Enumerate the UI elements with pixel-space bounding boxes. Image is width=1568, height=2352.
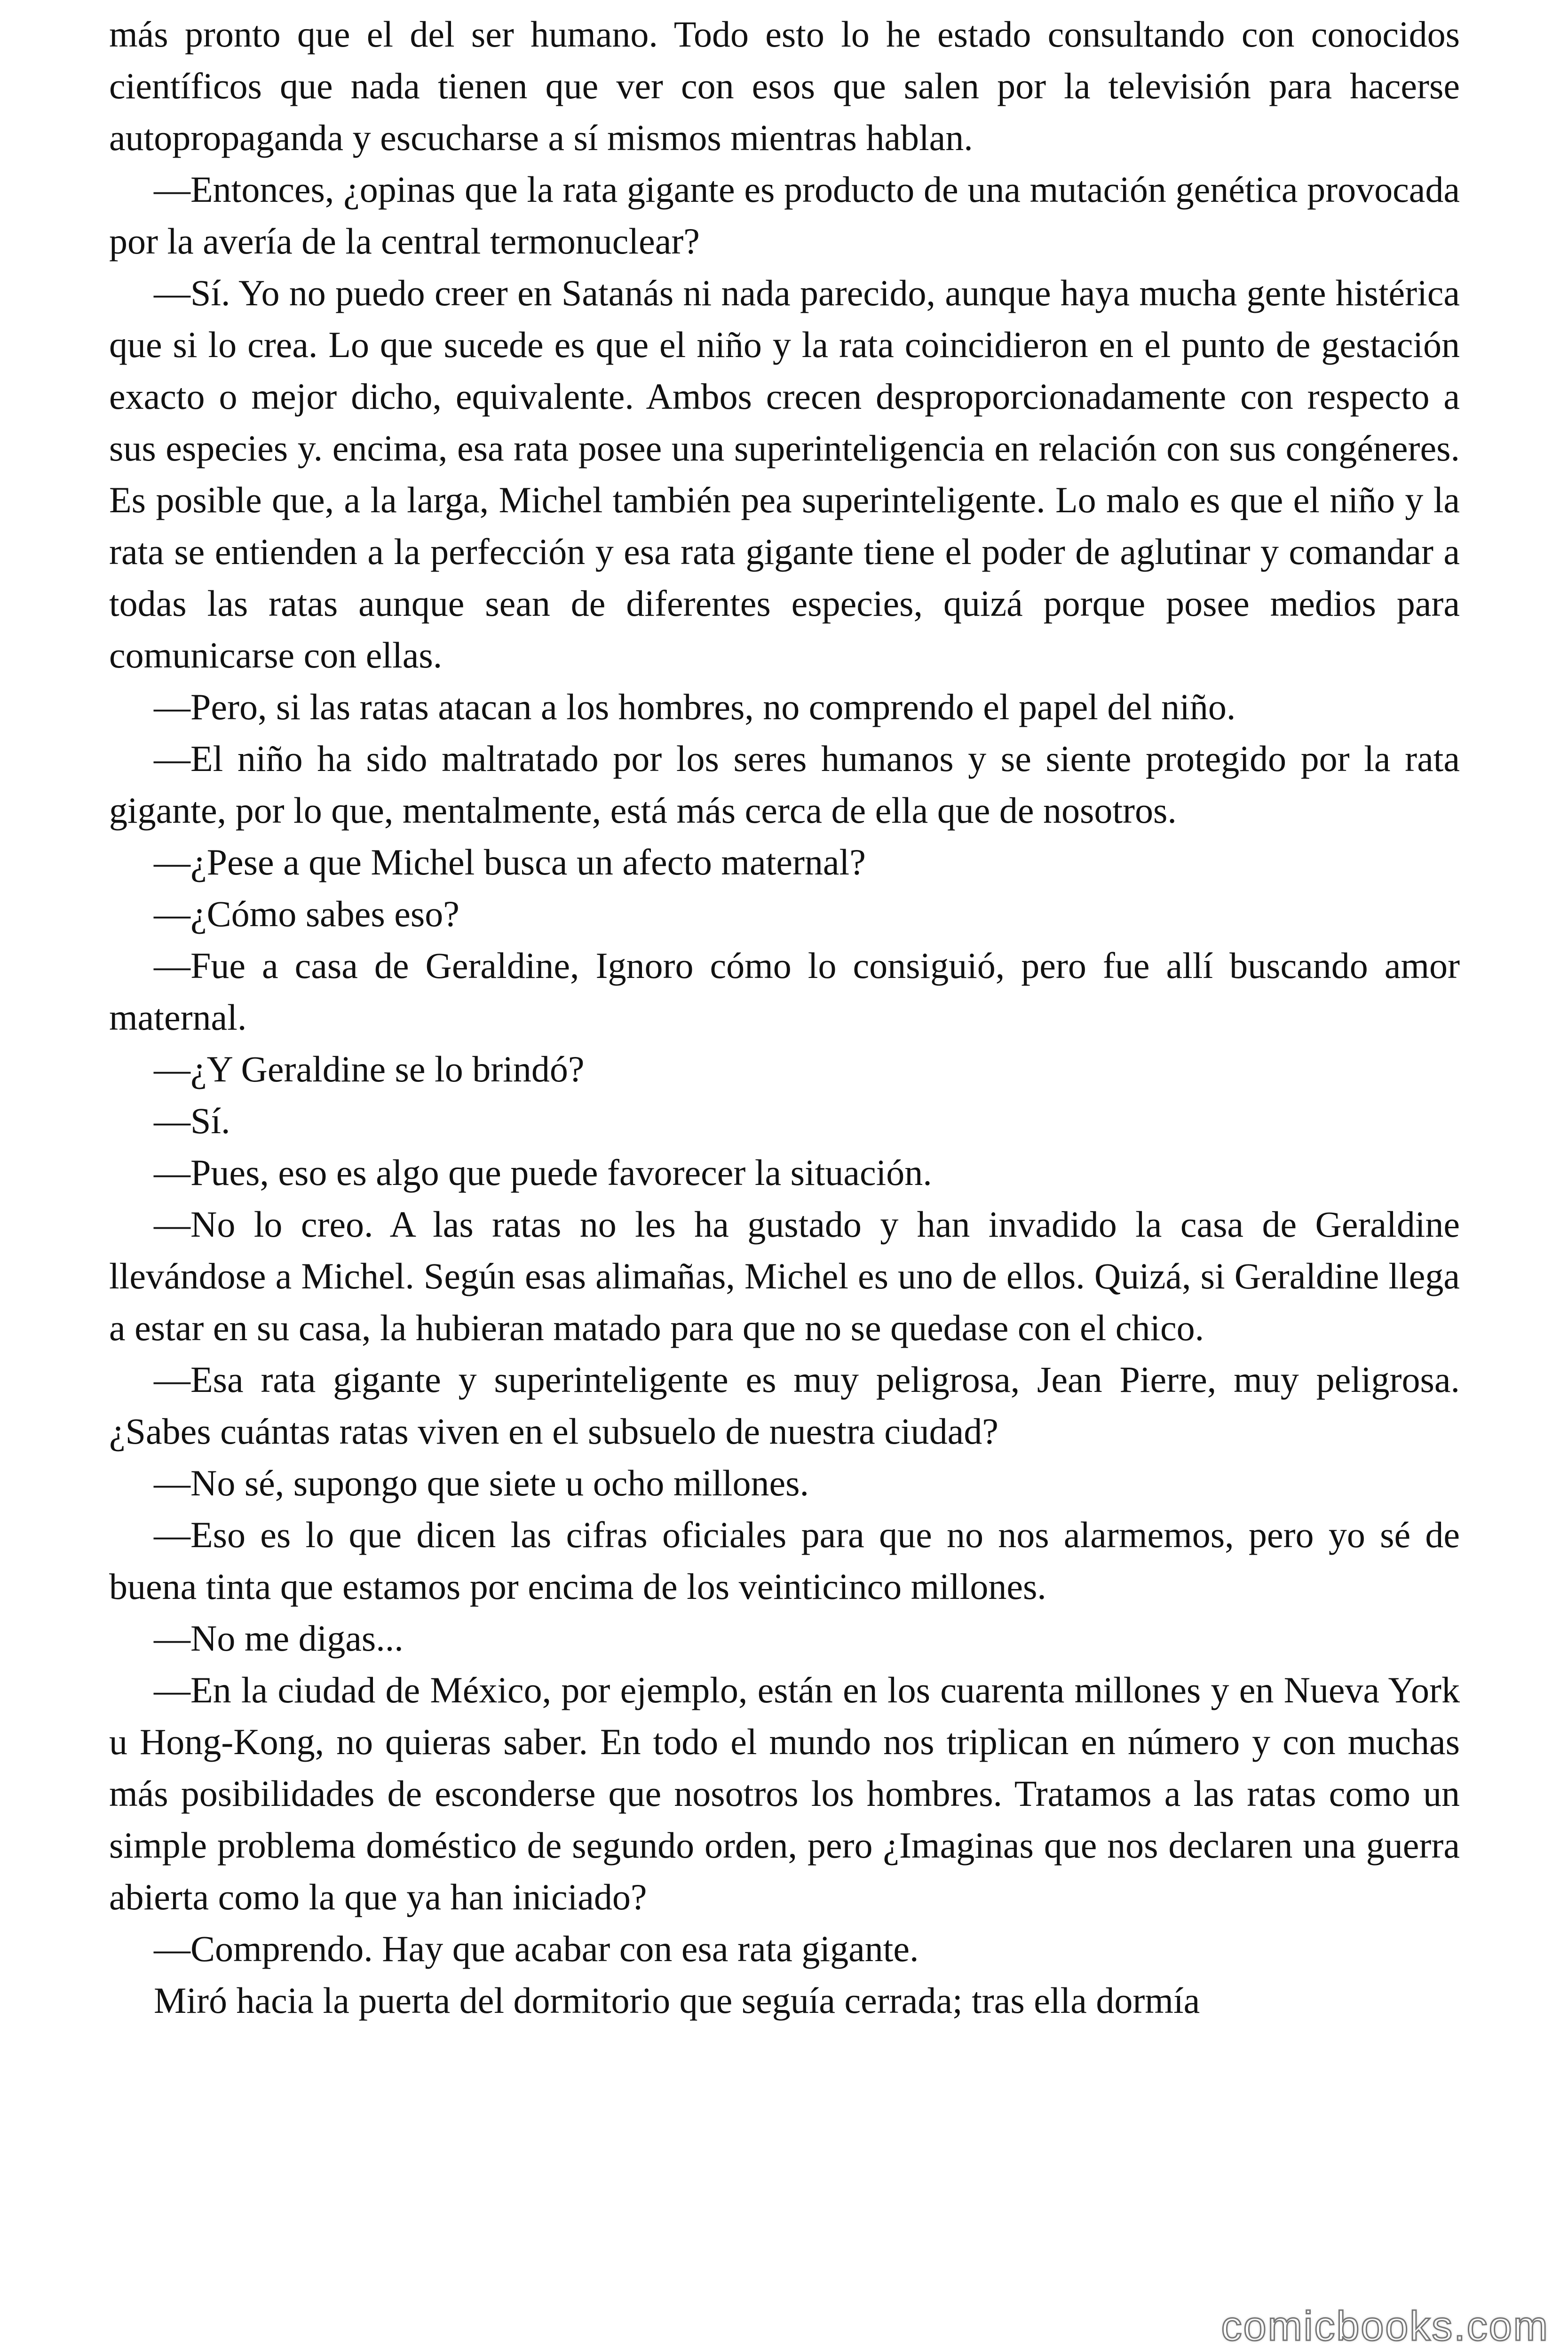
- paragraph: —Sí.: [154, 1100, 230, 1141]
- paragraph: —¿Cómo sabes eso?: [154, 893, 459, 934]
- paragraph: —Comprendo. Hay que acabar con esa rata gigante.: [154, 1928, 919, 1969]
- paragraph: —Entonces, ¿opinas que la rata gigante es producto de una mutación genética provocada por la avería de la central termonuclear?: [109, 169, 1460, 262]
- paragraph: Miró hacia la puerta del dormitorio que seguía cerrada; tras ella dormía: [154, 1980, 1200, 2021]
- watermark: comicbooks.com: [1221, 2303, 1549, 2349]
- paragraph: —Fue a casa de Geraldine, Ignoro cómo lo consiguió, pero fue allí buscando amor maternal.: [109, 945, 1460, 1038]
- body-text: [109, 8, 1460, 2026]
- paragraph: —No sé, supongo que siete u ocho millones.: [154, 1462, 809, 1503]
- paragraph: —Eso es lo que dicen las cifras oficiales para que no nos alarmemos, pero yo sé de buena tinta que estamos por encima de los veinticinco millones.: [109, 1514, 1460, 1607]
- paragraph: —No me digas...: [154, 1618, 404, 1659]
- paragraph: —No lo creo. A las ratas no les ha gustado y han invadido la casa de Geraldine llevándose a Michel. Según esas alimañas, Michel es uno de ellos. Quizá, si Geraldine llega a estar en su casa, la hubieran matado para que no se quedase con el chico.: [109, 1204, 1460, 1348]
- paragraph: —Pues, eso es algo que puede favorecer la situación.: [154, 1152, 932, 1193]
- paragraph: —Esa rata gigante y superinteligente es muy peligrosa, Jean Pierre, muy peligrosa. ¿Sabes cuántas ratas viven en el subsuelo de nuestra ciudad?: [109, 1359, 1460, 1452]
- paragraph: más pronto que el del ser humano. Todo esto lo he estado consultando con conocidos científicos que nada tienen que ver con esos que salen por la televisión para hacerse autopropaganda y escucharse a sí mismos mientras hablan.: [109, 14, 1460, 158]
- paragraph: —Pero, si las ratas atacan a los hombres, no comprendo el papel del niño.: [154, 686, 1236, 727]
- paragraph: —¿Y Geraldine se lo brindó?: [154, 1049, 585, 1089]
- paragraph: —¿Pese a que Michel busca un afecto maternal?: [154, 842, 866, 882]
- paragraph: —El niño ha sido maltratado por los seres humanos y se siente protegido por la rata gigante, por lo que, mentalmente, está más cerca de ella que de nosotros.: [109, 738, 1460, 831]
- paragraph: —En la ciudad de México, por ejemplo, están en los cuarenta millones y en Nueva York u Hong-Kong, no quieras saber. En todo el mundo nos triplican en número y con muchas más posibilidades de esconderse que nosotros los hombres. Tratamos a las ratas como un simple problema doméstico de segundo orden, pero ¿Imaginas que nos declaren una guerra abierta como la que ya han iniciado?: [109, 1669, 1460, 1917]
- paragraph: —Sí. Yo no puedo creer en Satanás ni nada parecido, aunque haya mucha gente histérica que si lo crea. Lo que sucede es que el niño y la rata coincidieron en el punto de gestación exacto o mejor dicho, equivalente. Ambos crecen desproporcionadamente con respecto a sus especies y. encima, esa rata posee una superinteligencia en relación con sus congéneres. Es posible que, a la larga, Michel también pea superinteligente. Lo malo es que el niño y la rata se entienden a la perfección y esa rata gigante tiene el poder de aglutinar y comandar a todas las ratas aunque sean de diferentes especies, quizá porque posee medios para comunicarse con ellas.: [109, 272, 1460, 675]
